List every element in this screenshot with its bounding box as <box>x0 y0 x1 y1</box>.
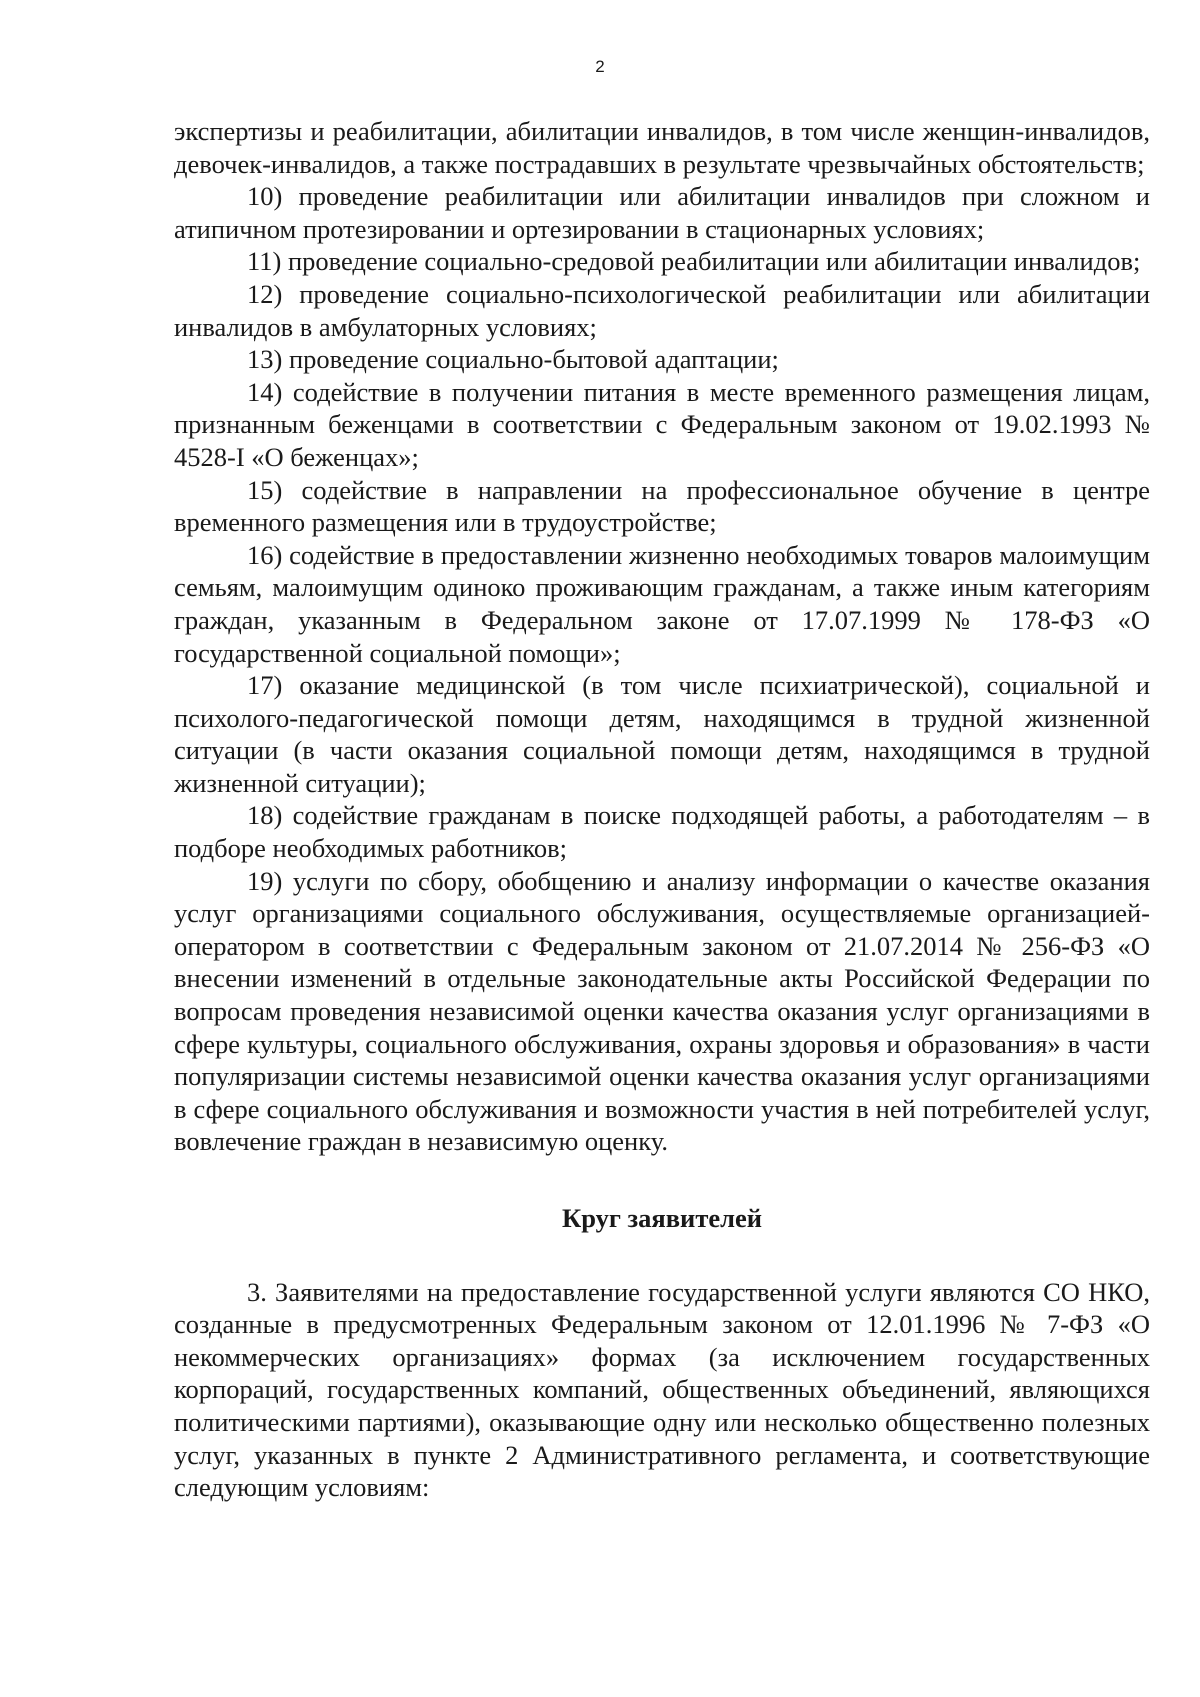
list-item-10: 10) проведение реабилитации или абилитации инвалидов при сложном и атипичном протезировании и ортезировании в стационарных условиях; <box>174 181 1150 244</box>
page-number: 2 <box>595 57 605 76</box>
clause-3-paragraph: 3. Заявителями на предоставление государственной услуги являются СО НКО, созданные в предусмотренных Федеральным законом от 12.01.1996 № 7-ФЗ «О некоммерческих организациях» формах (за исключением государственных корпораций, государственных компаний, общественных объединений, являющихся политическими партиями), оказывающие одну или несколько общественно полезных услуг, указанных в пункте 2 Административного регламента, и соответствующие следующим условиям: <box>174 1276 1150 1503</box>
list-item-11: 11) проведение социально-средовой реабилитации или абилитации инвалидов; <box>247 246 1141 277</box>
list-item-19: 19) услуги по сбору, обобщению и анализу информации о качестве оказания услуг организациями социального обслуживания, осуществляемые организацией-оператором в соответствии с Федеральным законом от 21.07.2014 № 256-ФЗ «О внесении изменений в отдельные законодательные акты Российской Федерации по вопросам проведения независимой оценки качества оказания услуг организациями в сфере культуры, социального обслуживания, охраны здоровья и образования» в части популяризации системы независимой оценки качества оказания услуг организациями в сфере социального обслуживания и возможности участия в ней потребителей услуг, вовлечение граждан в независимую оценку. <box>174 865 1150 1157</box>
list-item-14: 14) содействие в получении питания в месте временного размещения лицам, признанным беженцами в соответствии с Федеральным законом от 19.02.1993 № 4528-I «О беженцах»; <box>174 376 1150 472</box>
list-item-13: 13) проведение социально-бытовой адаптации; <box>247 344 779 375</box>
document-body <box>174 115 1150 1504</box>
list-item-16: 16) содействие в предоставлении жизненно необходимых товаров малоимущим семьям, малоимущим одиноко проживающим гражданам, а также иным категориям граждан, указанным в Федеральном законе от 17.07.1999 № 178-ФЗ «О государственной социальной помощи»; <box>174 539 1150 668</box>
list-item-17: 17) оказание медицинской (в том числе психиатрической), социальной и психолого-педагогической помощи детям, находящимся в трудной жизненной ситуации (в части оказания социальной помощи детям, находящимся в трудной жизненной ситуации); <box>174 670 1150 798</box>
spacer <box>174 1158 1150 1202</box>
spacer <box>174 1235 1150 1276</box>
section-heading: Круг заявителей <box>561 1203 762 1233</box>
list-item-12: 12) проведение социально-психологической реабилитации или абилитации инвалидов в амбулаторных условиях; <box>174 278 1150 342</box>
list-item-15: 15) содействие в направлении на профессиональное обучение в центре временного размещения или в трудоустройстве; <box>174 474 1150 538</box>
list-item-18: 18) содействие гражданам в поиске подходящей работы, а работодателям – в подборе необходимых работников; <box>174 800 1150 864</box>
paragraph-continuation: экспертизы и реабилитации, абилитации инвалидов, в том числе женщин-инвалидов, девочек-инвалидов, а также пострадавших в результате чрезвычайных обстоятельств; <box>174 116 1150 179</box>
